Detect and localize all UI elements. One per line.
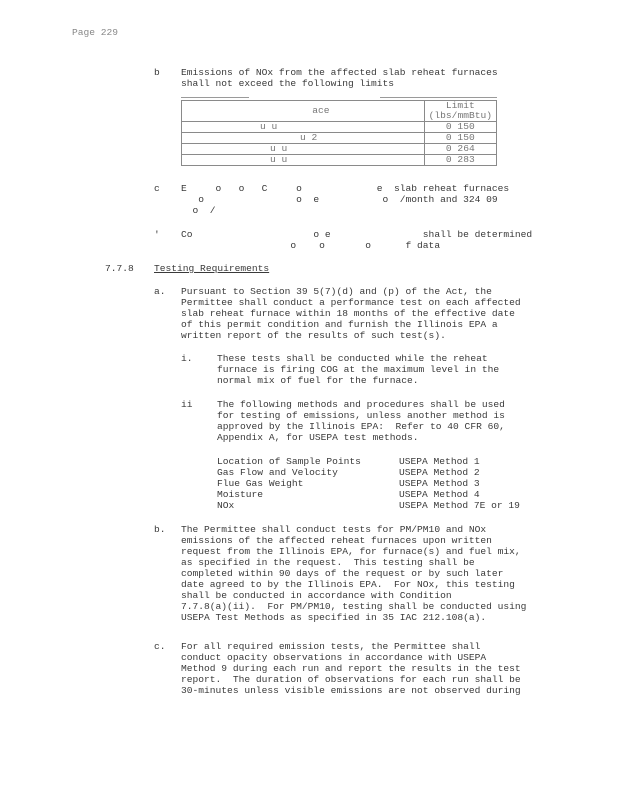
method-name: Location of Sample Points <box>217 456 361 467</box>
method-value: USEPA Method 4 <box>399 489 480 500</box>
item-d-line-2: o o o f data <box>181 240 441 251</box>
section-number: 7.7.8 <box>105 263 134 274</box>
item-c-marker: c <box>154 183 160 194</box>
header-limit <box>424 101 496 122</box>
para-a-line: Pursuant to Section 39 5(7)(d) and (p) of the Act, the <box>181 286 492 297</box>
para-c-line: 30-minutes unless visible emissions are not observed during <box>181 685 521 696</box>
table-cell-limit <box>424 144 496 155</box>
header-limit-line-2: (lbs/mmBtu) <box>428 110 492 121</box>
limits-table <box>181 100 497 166</box>
method-value: USEPA Method 2 <box>399 467 480 478</box>
para-b-line: emissions of the affected reheat furnaces upon written <box>181 535 492 546</box>
para-a-line: slab reheat furnace within 18 months of the effective date <box>181 308 515 319</box>
method-value: USEPA Method 1 <box>399 456 480 467</box>
item-c-line-1: E o o C o e slab reheat furnaces <box>181 183 510 194</box>
row-limit-text: 0 283 <box>445 154 475 165</box>
sub-ii-line: The following methods and procedures shall be used <box>217 399 505 410</box>
para-b-line: 7.7.8(a)(ii). For PM/PM10, testing shall be conducted using <box>181 601 527 612</box>
item-b-line-1: Emissions of NOx from the affected slab reheat furnaces <box>181 67 498 78</box>
table-row <box>182 122 497 133</box>
para-a-marker: a. <box>154 286 166 297</box>
para-b-line: USEPA Test Methods as specified in 35 IAC 212.108(a). <box>181 612 487 623</box>
item-b-marker: b <box>154 67 160 78</box>
para-b-line: completed within 90 days of the request or by such later <box>181 568 504 579</box>
table-row <box>182 155 497 166</box>
para-b-marker: b. <box>154 524 166 535</box>
header-source <box>182 101 425 122</box>
table-top-rule-left <box>181 97 249 98</box>
row-limit-text: 0 150 <box>445 121 475 132</box>
row-limit-text: 0 264 <box>445 143 475 154</box>
row-name-text: u 2 <box>300 132 318 143</box>
method-name: Moisture <box>217 489 264 500</box>
method-name: Gas Flow and Velocity <box>217 467 338 478</box>
sub-i-line: normal mix of fuel for the furnace. <box>217 375 419 386</box>
item-d-line-1: Co o e shall be determined <box>181 229 533 240</box>
section-title: Testing Requirements <box>154 263 270 274</box>
table-cell-name <box>182 133 425 144</box>
sub-i-line: furnace is firing COG at the maximum level in the <box>217 364 500 375</box>
sub-ii-line: Appendix A, for USEPA test methods. <box>217 432 419 443</box>
table-cell-name <box>182 122 425 133</box>
table-cell-limit <box>424 155 496 166</box>
para-b-line: shall be conducted in accordance with Condition <box>181 590 452 601</box>
para-a-line: Permittee shall conduct a performance test on each affected <box>181 297 521 308</box>
method-name: Flue Gas Weight <box>217 478 304 489</box>
row-name-text: u u <box>270 154 288 165</box>
limits-table-header-row <box>182 101 497 122</box>
item-c-line-2: o o e o /month and 324 09 <box>181 194 498 205</box>
header-limit-line-1: Limit <box>445 100 475 111</box>
row-limit-text: 0 150 <box>445 132 475 143</box>
table-cell-name <box>182 155 425 166</box>
para-b-line: request from the Illinois EPA, for furnace(s) and fuel mix, <box>181 546 521 557</box>
item-b-line-2: shall not exceed the following limits <box>181 78 395 89</box>
method-value: USEPA Method 3 <box>399 478 480 489</box>
row-name-text: u u <box>260 121 278 132</box>
para-c-line: Method 9 during each run and report the results in the test <box>181 663 521 674</box>
page-number: Page 229 <box>72 27 119 38</box>
para-c-line: conduct opacity observations in accordance with USEPA <box>181 652 487 663</box>
para-b-line: as specified in the request. This testing shall be <box>181 557 475 568</box>
sub-ii-line: approved by the Illinois EPA: Refer to 40 CFR 60, <box>217 421 505 432</box>
row-name-text: u u <box>270 143 288 154</box>
header-source-text: ace <box>312 105 330 116</box>
item-c-line-3: o / <box>181 205 216 216</box>
table-cell-name <box>182 144 425 155</box>
para-a-line: written report of the results of such test(s). <box>181 330 446 341</box>
item-d-marker: ' <box>154 229 160 240</box>
table-row <box>182 144 497 155</box>
sub-i-line: These tests shall be conducted while the reheat <box>217 353 488 364</box>
table-row <box>182 133 497 144</box>
method-value: USEPA Method 7E or 19 <box>399 500 520 511</box>
para-b-line: date agreed to by the Illinois EPA. For NOx, this testing <box>181 579 515 590</box>
sub-i-marker: i. <box>181 353 193 364</box>
table-cell-limit <box>424 133 496 144</box>
para-c-line: For all required emission tests, the Permittee shall <box>181 641 481 652</box>
table-cell-limit <box>424 122 496 133</box>
sub-ii-marker: ii <box>181 399 193 410</box>
para-c-line: report. The duration of observations for each run shall be <box>181 674 521 685</box>
sub-ii-line: for testing of emissions, unless another method is <box>217 410 505 421</box>
para-c-marker: c. <box>154 641 166 652</box>
method-name: NOx <box>217 500 235 511</box>
para-b-line: The Permittee shall conduct tests for PM/PM10 and NOx <box>181 524 487 535</box>
table-top-rule-right <box>380 97 497 98</box>
para-a-line: of this permit condition and furnish the Illinois EPA a <box>181 319 498 330</box>
